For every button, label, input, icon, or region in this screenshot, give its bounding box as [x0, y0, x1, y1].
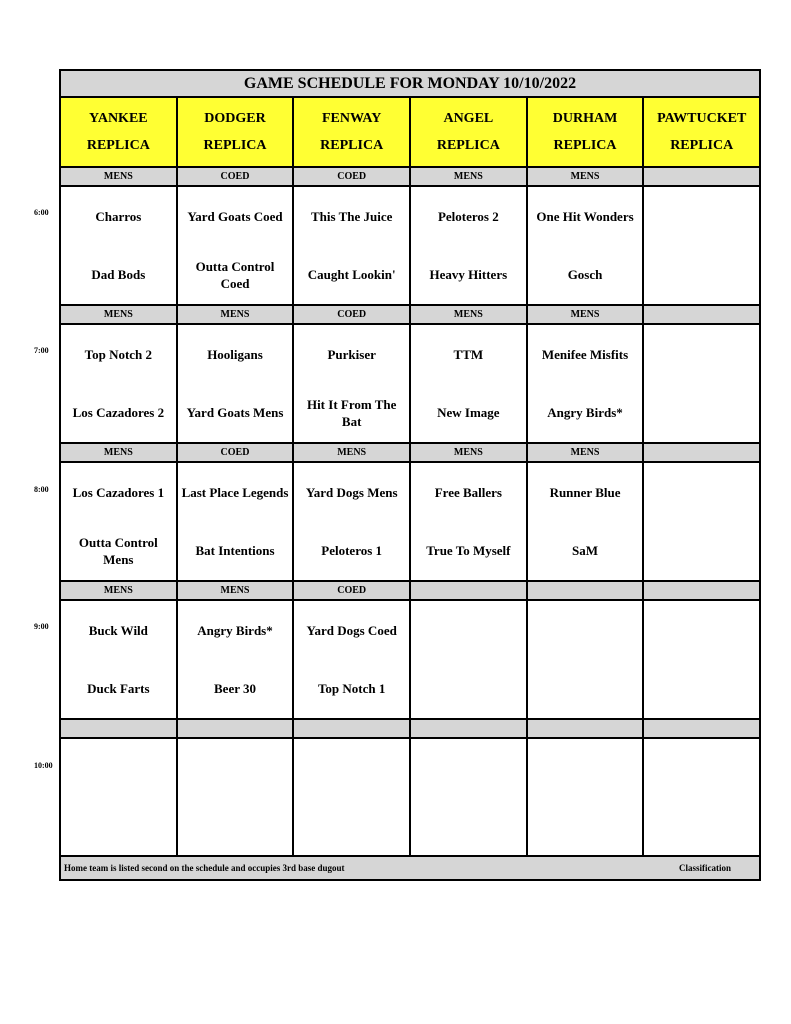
classification-cell: MENS	[61, 168, 178, 185]
away-team: Top Notch 2	[84, 346, 153, 362]
classification-cell: COED	[294, 582, 411, 599]
home-team	[411, 660, 526, 719]
classification-cell: MENS	[411, 444, 528, 461]
game-cell	[411, 187, 528, 304]
classification-cell: MENS	[61, 582, 178, 599]
classification-cell: MENS	[61, 306, 178, 323]
classification-cell: MENS	[178, 306, 295, 323]
home-team: Angry Birds*	[547, 405, 623, 421]
field-type: REPLICA	[670, 138, 734, 153]
home-team	[411, 798, 526, 857]
home-team: Duck Farts	[87, 681, 150, 697]
away-team: Last Place Legends	[181, 484, 289, 500]
home-team	[178, 798, 293, 857]
away-team	[411, 601, 526, 660]
away-team: Charros	[95, 208, 142, 224]
away-team: One Hit Wonders	[536, 208, 634, 224]
classification-cell: MENS	[528, 168, 645, 185]
classification-cell	[411, 720, 528, 737]
field-name: PAWTUCKET	[657, 111, 747, 126]
away-team: Yard Goats Coed	[187, 208, 283, 224]
classification-cell: MENS	[178, 582, 295, 599]
schedule-title: GAME SCHEDULE FOR MONDAY 10/10/2022	[61, 71, 759, 98]
away-team	[178, 739, 293, 798]
time-label-6: 6:00	[34, 208, 49, 217]
away-team	[294, 739, 409, 798]
away-team: TTM	[453, 346, 484, 362]
game-cell	[644, 601, 759, 718]
classification-cell: MENS	[411, 306, 528, 323]
game-cell	[528, 739, 645, 856]
away-team: Hooligans	[207, 346, 263, 362]
field-type: REPLICA	[320, 138, 384, 153]
game-cell	[294, 325, 411, 442]
home-team: Gosch	[567, 267, 603, 283]
field-header-angel	[411, 98, 528, 166]
field-name: YANKEE	[89, 111, 148, 126]
field-type: REPLICA	[203, 138, 267, 153]
game-cell	[61, 187, 178, 304]
classification-cell	[644, 168, 759, 185]
game-cell	[528, 187, 645, 304]
field-name: FENWAY	[321, 111, 382, 126]
home-team: New Image	[437, 405, 500, 421]
field-type: REPLICA	[86, 138, 150, 153]
field-name: DURHAM	[552, 111, 618, 126]
away-team: Yard Dogs Mens	[305, 484, 398, 500]
classification-label: Classification	[678, 863, 731, 873]
home-team: Outta Control Coed	[195, 258, 275, 291]
away-team: Buck Wild	[88, 622, 148, 638]
home-team	[644, 660, 759, 719]
home-team	[644, 246, 759, 305]
away-team: Peloteros 2	[437, 208, 499, 224]
game-cell	[528, 463, 645, 580]
away-team	[528, 601, 643, 660]
home-team: Beer 30	[214, 681, 256, 697]
game-cell	[644, 325, 759, 442]
home-team	[294, 798, 409, 857]
game-cell	[61, 601, 178, 718]
game-cell	[411, 463, 528, 580]
away-team	[411, 739, 526, 798]
game-cell	[528, 325, 645, 442]
home-team: Yard Goats Mens	[186, 405, 284, 421]
classification-cell: COED	[294, 168, 411, 185]
home-team	[644, 798, 759, 857]
classification-cell: COED	[178, 444, 295, 461]
game-cell	[411, 739, 528, 856]
time-slot-row	[61, 325, 759, 442]
game-cell	[178, 463, 295, 580]
field-header-yankee	[61, 98, 178, 166]
away-team	[644, 739, 759, 798]
classification-cell	[528, 720, 645, 737]
classification-cell: COED	[178, 168, 295, 185]
field-type: REPLICA	[553, 138, 617, 153]
game-cell	[178, 187, 295, 304]
home-team: Los Cazadores 2	[72, 405, 165, 421]
away-team	[644, 463, 759, 522]
away-team	[644, 187, 759, 246]
field-header-dodger	[178, 98, 295, 166]
game-cell	[294, 601, 411, 718]
classification-cell	[178, 720, 295, 737]
home-team	[61, 798, 176, 857]
away-team: Runner Blue	[549, 484, 621, 500]
time-label-8: 8:00	[34, 485, 49, 494]
schedule-sheet	[59, 69, 761, 881]
home-team: Outta Control Mens	[78, 534, 158, 567]
time-slot-row	[61, 463, 759, 580]
time-label-10: 10:00	[34, 761, 53, 770]
home-team: Caught Lookin'	[307, 267, 396, 283]
away-team: Los Cazadores 1	[72, 484, 165, 500]
away-team: Purkiser	[327, 346, 376, 362]
home-team: Dad Bods	[91, 267, 146, 283]
home-team	[528, 798, 643, 857]
classification-cell: MENS	[528, 306, 645, 323]
classification-cell	[411, 582, 528, 599]
away-team	[61, 739, 176, 798]
game-cell	[411, 325, 528, 442]
field-header-row	[61, 98, 759, 166]
home-team	[644, 522, 759, 581]
home-team	[528, 660, 643, 719]
home-team	[644, 384, 759, 443]
away-team	[528, 739, 643, 798]
field-name: DODGER	[204, 111, 266, 126]
home-team: Hit It From The Bat	[306, 396, 397, 429]
home-team: Top Notch 1	[317, 681, 386, 697]
away-team: Free Ballers	[434, 484, 502, 500]
classification-row	[61, 580, 759, 601]
game-cell	[178, 325, 295, 442]
game-cell	[178, 739, 295, 856]
game-cell	[644, 739, 759, 856]
classification-row	[61, 442, 759, 463]
classification-cell	[528, 582, 645, 599]
home-team: Heavy Hitters	[429, 267, 508, 283]
classification-row	[61, 166, 759, 187]
classification-cell	[61, 720, 178, 737]
home-team: SaM	[572, 543, 599, 559]
game-cell	[294, 463, 411, 580]
game-cell	[61, 325, 178, 442]
classification-cell	[294, 720, 411, 737]
home-team: Peloteros 1	[321, 543, 383, 559]
classification-row	[61, 718, 759, 739]
classification-cell	[644, 306, 759, 323]
away-team: Angry Birds*	[197, 622, 273, 638]
time-slot-row	[61, 739, 759, 856]
classification-cell	[644, 720, 759, 737]
home-team-note: Home team is listed second on the schedule and occupies 3rd base dugout	[64, 863, 345, 873]
game-cell	[61, 739, 178, 856]
game-cell	[528, 601, 645, 718]
classification-cell: MENS	[528, 444, 645, 461]
classification-cell: COED	[294, 306, 411, 323]
home-team: Bat Intentions	[195, 543, 275, 559]
away-team: Yard Dogs Coed	[306, 622, 397, 638]
field-header-durham	[528, 98, 645, 166]
away-team: This The Juice	[310, 208, 393, 224]
classification-cell: MENS	[61, 444, 178, 461]
classification-cell	[644, 582, 759, 599]
time-label-9: 9:00	[34, 622, 49, 631]
game-cell	[644, 187, 759, 304]
classification-cell: MENS	[411, 168, 528, 185]
game-cell	[294, 739, 411, 856]
game-cell	[178, 601, 295, 718]
time-label-7: 7:00	[34, 346, 49, 355]
home-team: True To Myself	[426, 543, 511, 559]
time-slot-row	[61, 601, 759, 718]
field-type: REPLICA	[436, 138, 500, 153]
field-header-pawtucket	[644, 98, 759, 166]
schedule-footer	[61, 855, 759, 879]
game-cell	[644, 463, 759, 580]
field-name: ANGEL	[443, 111, 494, 126]
classification-cell	[644, 444, 759, 461]
game-cell	[294, 187, 411, 304]
game-cell	[61, 463, 178, 580]
classification-row	[61, 304, 759, 325]
game-cell	[411, 601, 528, 718]
classification-cell: MENS	[294, 444, 411, 461]
away-team	[644, 325, 759, 384]
away-team: Menifee Misfits	[541, 346, 629, 362]
time-slot-row	[61, 187, 759, 304]
field-header-fenway	[294, 98, 411, 166]
away-team	[644, 601, 759, 660]
